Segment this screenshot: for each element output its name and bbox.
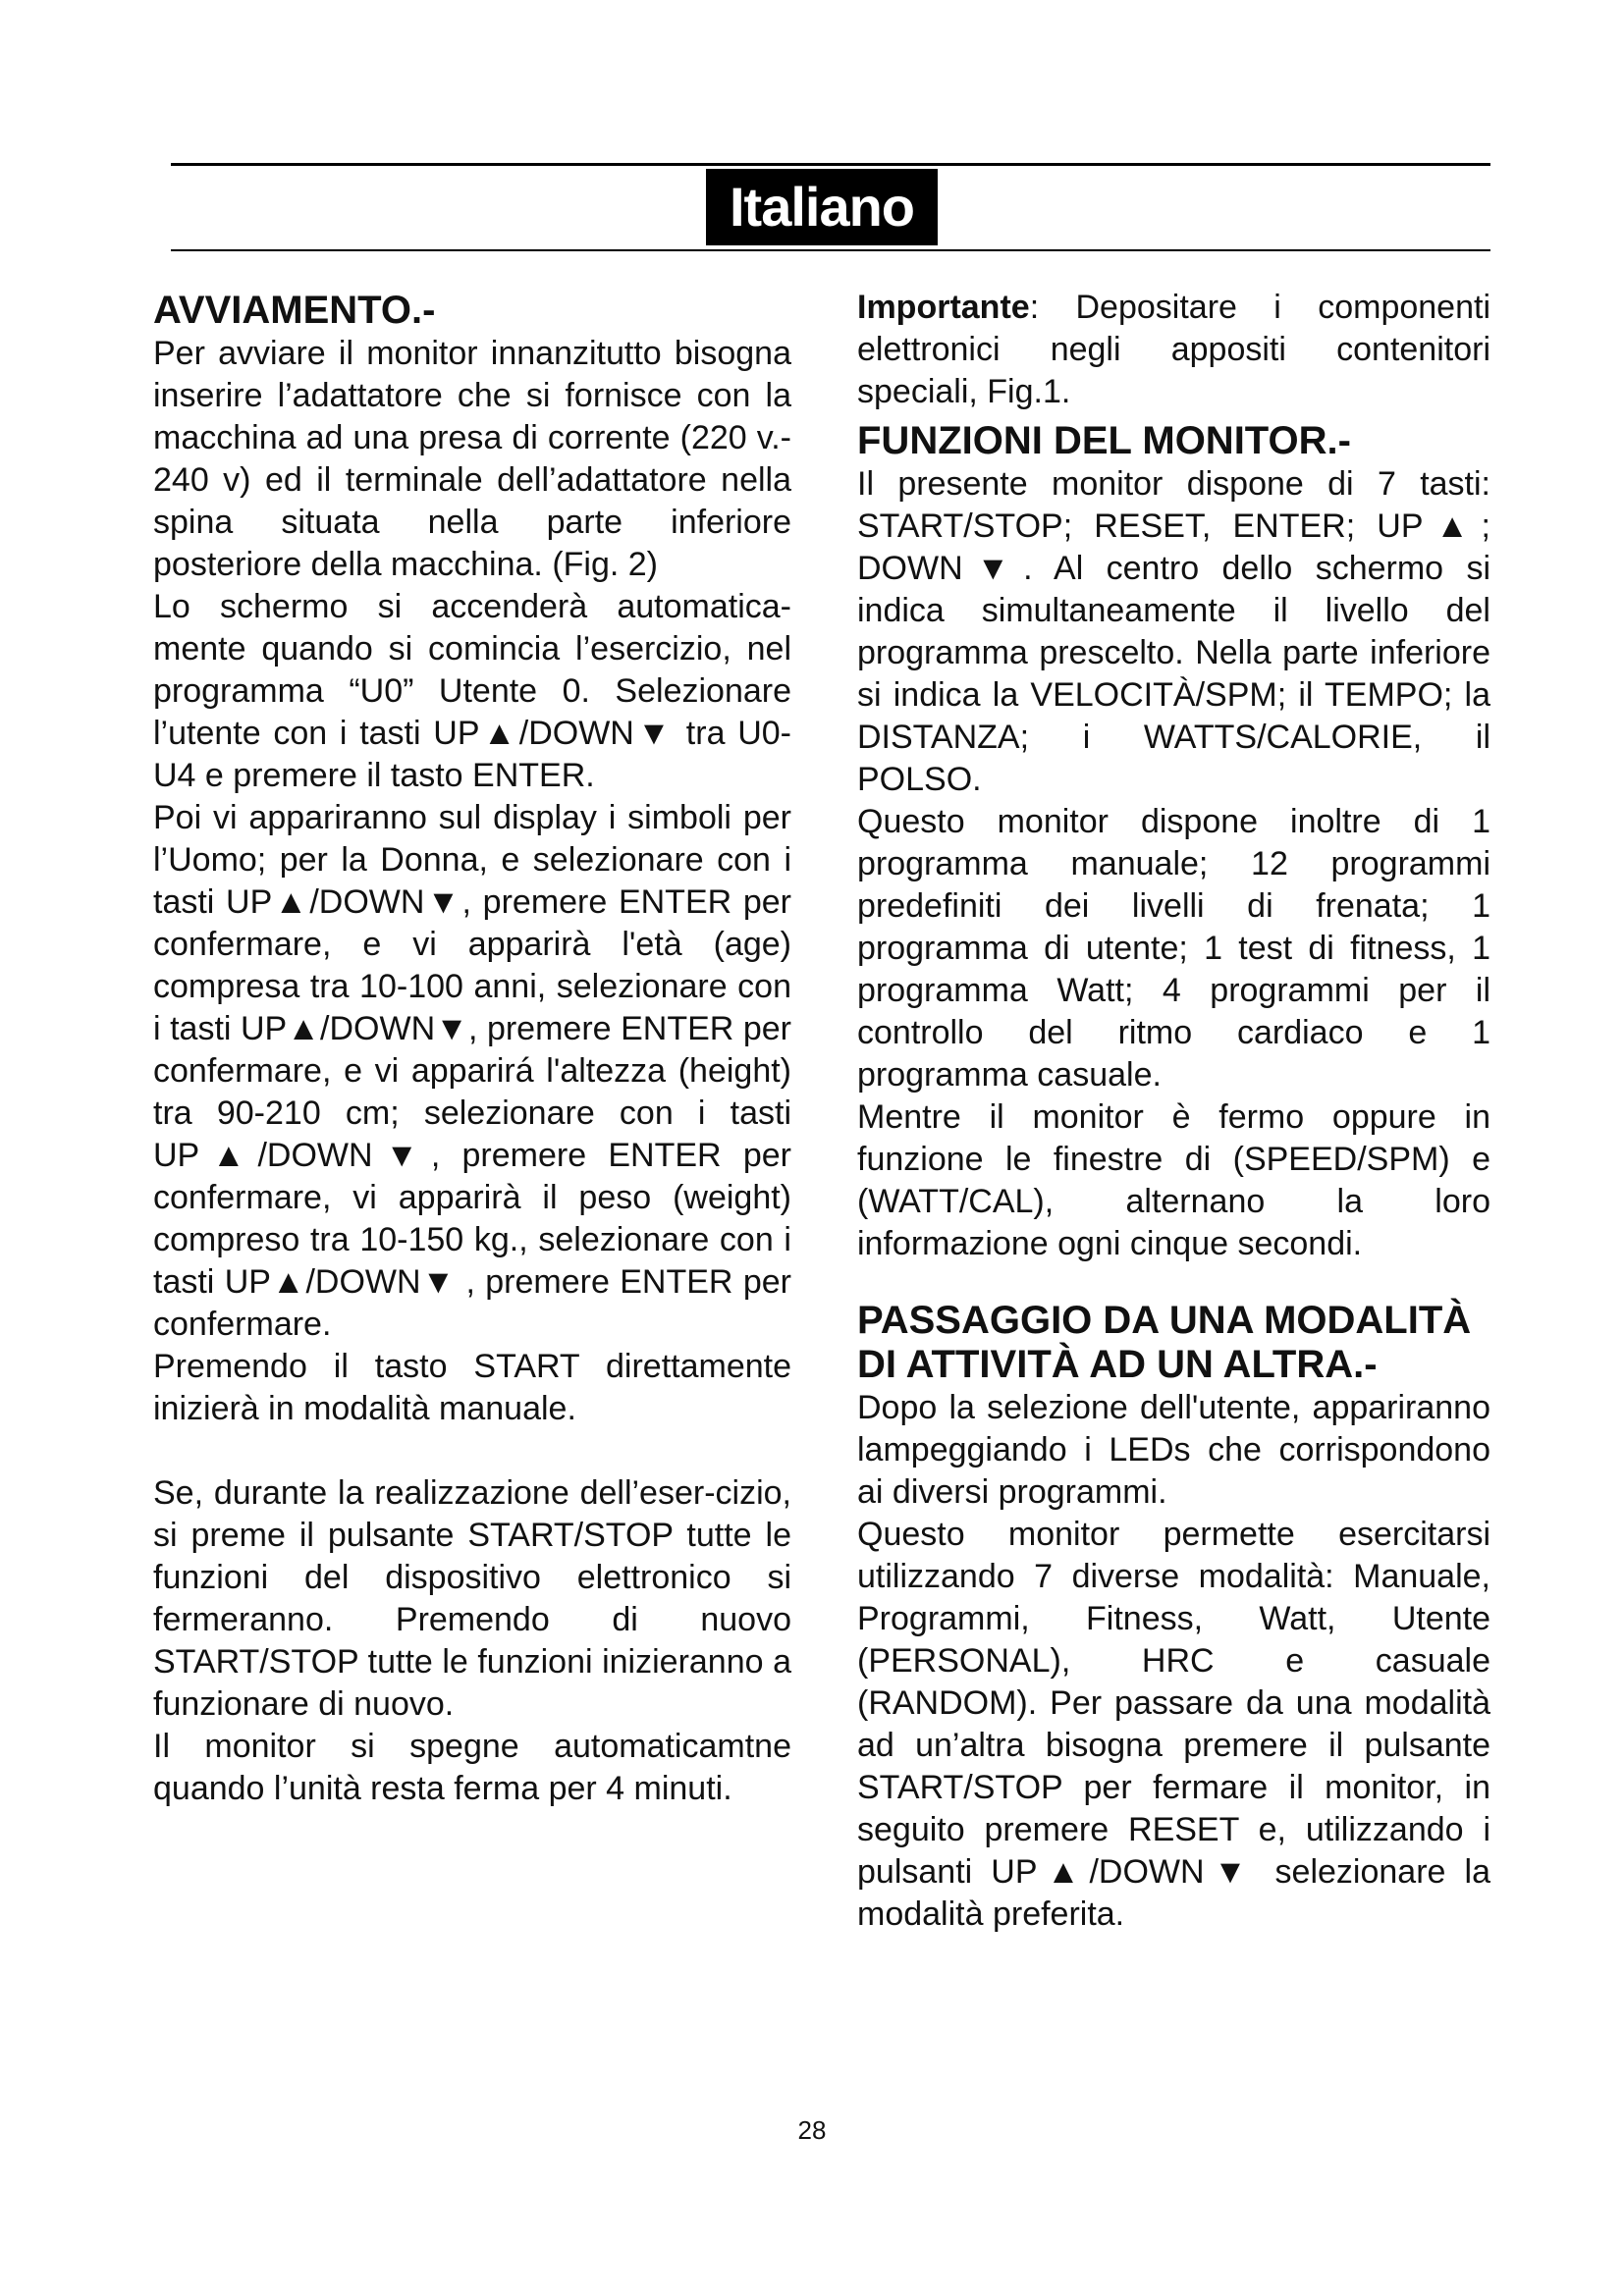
right-column xyxy=(857,287,1490,1936)
paragraph: Poi vi appariranno sul display i simboli per l’Uomo; per la Donna, e selezionare con i tasti UP▲/DOWN▼, premere ENTER per confermare, e vi apparirà l'età (age) compresa tra 10-100 anni, selezionare con i tasti UP▲/DOWN▼, premere ENTER per confermare, e vi apparirá l'altezza (height) tra 90-210 cm; selezionare con i tasti UP▲/DOWN▼, premere ENTER per confermare, vi apparirà il peso (weight) compreso tra 10-150 kg., selezionare con i tasti UP▲/DOWN▼ , premere ENTER per confermare. xyxy=(153,799,791,1343)
paragraph: Se, durante la realizzazione dell’eser-cizio, si preme il pulsante START/STOP tutte le funzioni del dispositivo elettronico si fermeranno. Premendo di nuovo START/STOP tutte le funzioni inizieranno a funzionare di nuovo. xyxy=(153,1474,791,1723)
header-top-rule xyxy=(171,163,1490,166)
paragraph: Mentre il monitor è fermo oppure in funzione le finestre di (SPEED/SPM) e (WATT/CAL), alternano la loro informazione ogni cinque secondi. xyxy=(857,1098,1490,1262)
important-note xyxy=(857,287,1490,413)
paragraph: Il monitor si spegne automaticamtne quando l’unità resta ferma per 4 minuti. xyxy=(153,1728,791,1807)
important-text: : Depositare i componenti elettronici negli appositi contenitori speciali, Fig.1. xyxy=(857,289,1490,410)
paragraph: Questo monitor dispone inoltre di 1 programma manuale; 12 programmi predefiniti dei livelli di frenata; 1 programma di utente; 1 test di fitness, 1 programma Watt; 4 programmi per il controllo del ritmo cardiaco e 1 programma casuale. xyxy=(857,803,1490,1094)
page-number: 28 xyxy=(797,2115,827,2145)
paragraph: Dopo la selezione dell'utente, appariranno lampeggiando i LEDs che corrispondono ai diversi programmi. xyxy=(857,1389,1490,1511)
section-heading-passaggio: PASSAGGIO DA UNA MODALITÀ DI ATTIVITÀ AD UN ALTRA.- xyxy=(857,1299,1472,1386)
paragraph: Per avviare il monitor innanzitutto bisogna inserire l’adattatore che si fornisce con la macchina ad una presa di corrente (220 v.- 240 v) ed il terminale dell’adattatore nella spina situata nella parte inferiore posteriore della macchina. (Fig. 2) xyxy=(153,335,791,583)
paragraph: Lo schermo si accenderà automatica-mente quando si comincia l’esercizio, nel programma “U0” Utente 0. Selezionare l’utente con i tasti UP▲/DOWN▼ tra U0-U4 e premere il tasto ENTER. xyxy=(153,588,791,794)
left-column xyxy=(153,287,791,1810)
paragraph: Il presente monitor dispone di 7 tasti: START/STOP; RESET, ENTER; UP▲; DOWN▼. Al centro dello schermo si indica simultaneamente il livello del programma prescelto. Nella parte inferiore si indica la VELOCITÀ/SPM; il TEMPO; la DISTANZA; i WATTS/CALORIE, il POLSO. xyxy=(857,465,1490,798)
paragraph: Premendo il tasto START direttamente inizierà in modalità manuale. xyxy=(153,1348,791,1427)
important-label: Importante xyxy=(857,289,1030,326)
section-heading-avviamento: AVVIAMENTO.- xyxy=(153,289,436,332)
paragraph: Questo monitor permette esercitarsi utilizzando 7 diverse modalità: Manuale, Programmi, Fitness, Watt, Utente (PERSONAL), HRC e casuale (RANDOM). Per passare da una modalità ad un’altra bisogna premere il pulsante START/STOP per fermare il monitor, in seguito premere RESET e, utilizzando i pulsanti UP▲/DOWN▼ selezionare la modalità preferita. xyxy=(857,1516,1490,1933)
language-label: Italiano xyxy=(706,169,938,245)
header-bottom-rule xyxy=(171,249,1490,251)
section-heading-funzioni: FUNZIONI DEL MONITOR.- xyxy=(857,419,1351,462)
